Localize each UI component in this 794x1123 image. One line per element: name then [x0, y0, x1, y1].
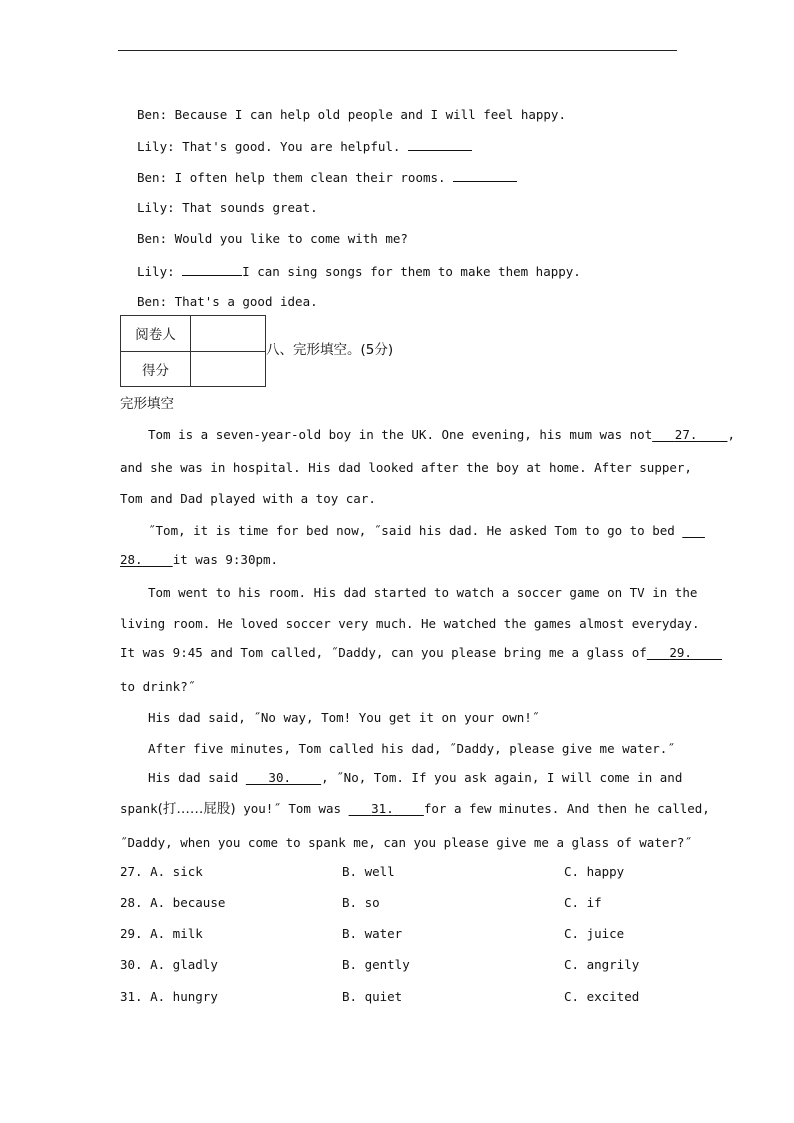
dialogue-text: That's good. You are helpful.	[182, 139, 401, 154]
passage-text: It was 9:45 and Tom called, ˝Daddy, can you please bring me a glass of	[120, 645, 647, 660]
blank-30[interactable]	[246, 770, 321, 785]
answer-blank[interactable]	[453, 169, 517, 182]
passage-line: living room. He loved soccer very much. He watched the games almost everyday.	[120, 616, 700, 631]
passage-line	[120, 801, 710, 817]
speaker: Lily:	[137, 264, 175, 279]
reviewer-label: 阅卷人	[121, 316, 191, 352]
dialogue-line-6	[137, 263, 581, 280]
dialogue-text: I can sing songs for them to make them happy.	[242, 264, 581, 279]
speaker: Ben:	[137, 107, 168, 122]
passage-line	[148, 523, 705, 539]
blank-number: 28.	[120, 552, 143, 567]
passage-text: for a few minutes. And then he called,	[423, 801, 710, 816]
question-number: 28.	[120, 895, 143, 910]
option-a[interactable]	[120, 895, 225, 911]
option-text: A. gladly	[150, 957, 218, 972]
passage-line: Tom went to his room. His dad started to watch a soccer game on TV in the	[148, 585, 698, 600]
blank-number: 29.	[669, 645, 692, 660]
passage-text: ˝Tom, it is time for bed now, ˝said his dad. He asked Tom to go to bed	[148, 523, 675, 538]
answer-blank[interactable]	[408, 138, 472, 151]
question-number: 30.	[120, 957, 143, 972]
passage-line: His dad said, ˝No way, Tom! You get it on your own!˝	[148, 710, 540, 725]
score-table	[120, 315, 266, 387]
option-text: A. sick	[150, 864, 203, 879]
blank-number: 30.	[268, 770, 291, 785]
score-label: 得分	[121, 351, 191, 387]
dialogue-line-4	[137, 200, 318, 216]
passage-text: Tom is a seven-year-old boy in the UK. One evening, his mum was not	[148, 427, 653, 442]
option-a[interactable]	[120, 957, 218, 973]
option-a[interactable]	[120, 864, 203, 880]
dialogue-text: Because I can help old people and I will feel happy.	[174, 107, 566, 122]
dialogue-text: Would you like to come with me?	[174, 231, 408, 246]
passage-text: , ˝No, Tom. If you ask again, I will come in and	[321, 770, 683, 785]
dialogue-line-5	[137, 231, 408, 247]
option-text: A. milk	[150, 926, 203, 941]
blank-29[interactable]	[647, 645, 722, 660]
section-subtitle: 完形填空	[120, 396, 174, 412]
passage-line	[120, 552, 278, 568]
dialogue-line-3	[137, 169, 517, 186]
blank-28[interactable]	[120, 552, 173, 567]
speaker: Ben:	[137, 294, 168, 309]
reviewer-cell[interactable]	[191, 316, 266, 352]
passage-line: to drink?˝	[120, 679, 196, 694]
speaker: Lily:	[137, 200, 175, 215]
question-number: 27.	[120, 864, 143, 879]
option-text: A. because	[150, 895, 226, 910]
speaker: Ben:	[137, 170, 168, 185]
option-c[interactable]: C. if	[564, 895, 602, 910]
dialogue-text: I often help them clean their rooms.	[174, 170, 446, 185]
passage-line: Tom is a seven-year-old boy in the UK. One evening, his mum was not 27. ,	[148, 427, 736, 442]
blank-27[interactable]	[652, 427, 727, 442]
passage-text: you!˝ Tom was	[235, 801, 342, 816]
option-c[interactable]: C. juice	[564, 926, 625, 941]
dialogue-line-1	[137, 107, 566, 123]
passage-text: spank	[120, 801, 158, 816]
passage-line: and she was in hospital. His dad looked after the boy at home. After supper,	[120, 460, 692, 475]
question-number: 29.	[120, 926, 143, 941]
header-rule	[118, 50, 677, 51]
option-b[interactable]: B. well	[342, 864, 395, 879]
blank-number: 27.	[674, 427, 698, 442]
dialogue-text: That sounds great.	[182, 200, 318, 215]
dialogue-text: That's a good idea.	[174, 294, 318, 309]
section-heading: 八、完形填空。(5分)	[266, 342, 394, 358]
option-c[interactable]: C. happy	[564, 864, 625, 879]
speaker: Ben:	[137, 231, 168, 246]
passage-text: it was 9:30pm.	[172, 552, 279, 567]
passage-line: ˝Daddy, when you come to spank me, can you please give me a glass of water?˝	[120, 835, 692, 850]
passage-line	[148, 770, 682, 786]
option-a[interactable]	[120, 926, 203, 942]
blank-28-start[interactable]	[682, 523, 705, 538]
blank-number: 31.	[371, 801, 394, 816]
passage-text: His dad said	[148, 770, 239, 785]
speaker: Lily:	[137, 139, 175, 154]
option-b[interactable]: B. quiet	[342, 989, 403, 1004]
question-number: 31.	[120, 989, 143, 1004]
blank-31[interactable]	[349, 801, 424, 816]
option-c[interactable]: C. excited	[564, 989, 640, 1004]
answer-blank[interactable]	[182, 263, 242, 276]
option-text: A. hungry	[150, 989, 218, 1004]
option-c[interactable]: C. angrily	[564, 957, 640, 972]
chinese-gloss: (打……屁股)	[157, 801, 236, 817]
dialogue-line-7	[137, 294, 318, 310]
dialogue-line-2	[137, 138, 472, 155]
option-b[interactable]: B. gently	[342, 957, 410, 972]
score-cell[interactable]	[191, 351, 266, 387]
passage-line: Tom and Dad played with a toy car.	[120, 491, 376, 506]
option-b[interactable]: B. so	[342, 895, 380, 910]
option-b[interactable]: B. water	[342, 926, 403, 941]
passage-line: After five minutes, Tom called his dad, ˝Daddy, please give me water.˝	[148, 741, 675, 756]
option-a[interactable]	[120, 989, 218, 1005]
passage-line	[120, 645, 722, 661]
